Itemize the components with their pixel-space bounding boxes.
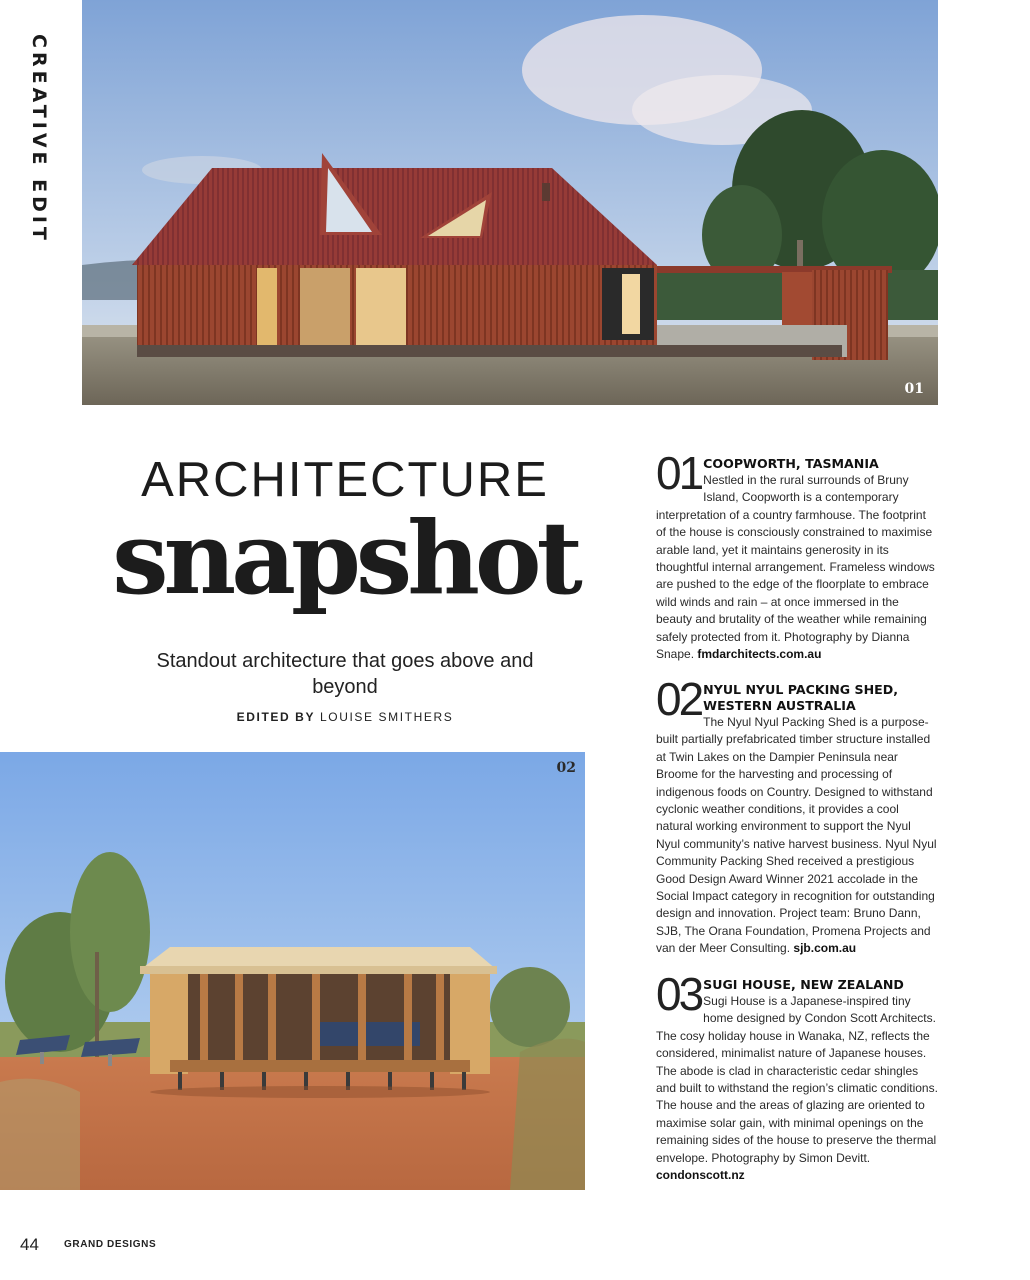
photo-number: 02 — [556, 760, 576, 776]
photo-nyul-nyul — [0, 752, 585, 1190]
article-nyul-nyul — [656, 673, 938, 958]
byline — [140, 710, 550, 724]
page-number: 44 — [20, 1235, 39, 1254]
photo-number: 01 — [904, 381, 924, 397]
byline-name: LOUISE SMITHERS — [320, 710, 454, 724]
article-link[interactable]: sjb.com.au — [793, 941, 857, 956]
packing-shed-illustration — [0, 752, 585, 1190]
article-number: 03 — [656, 968, 702, 1020]
article-number: 01 — [656, 447, 702, 499]
article-heading: SUGI HOUSE, NEW ZEALAND — [703, 977, 904, 992]
title-line-1: ARCHITECTURE — [141, 453, 549, 507]
article-coopworth — [656, 447, 938, 663]
article-body: Nestled in the rural surrounds of Bruny Island, Coopworth is a contemporary interpretation of a country farmhouse. The footprint of the house is consciously constrained to maximise arable land, yet it maintains generosity in its thoughtful internal arrangement. Frameless windows are pushed to the edge of the floorplate to embrace wild winds and rain – at once immersed in the beauty and brutality of the weather while remaining safely protected from it. Photography by Dianna Snape. — [656, 473, 935, 662]
photo-coopworth — [82, 0, 938, 405]
article-number: 02 — [656, 673, 702, 725]
article-body: Sugi House is a Japanese-inspired tiny home designed by Condon Scott Architects. The cosy holiday house in Wanaka, NZ, reflects the considered, minimalist nature of Japanese houses. The abode is clad in characteristic cedar shingles and built to withstand the region’s climatic conditions. The house and the areas of glazing are oriented to maximise solar gain, with minimal openings on the remaining sides of the house to preserve the thermal envelope. Photography by Simon Devitt. — [656, 994, 938, 1165]
standfirst: Standout architecture that goes above and beyond — [156, 650, 534, 698]
magazine-name: GRAND DESIGNS — [64, 1239, 157, 1250]
section-label: CREATIVE EDIT — [28, 34, 50, 244]
article-sugi-house — [656, 968, 938, 1184]
coopworth-house-illustration — [82, 0, 938, 405]
article-link[interactable]: fmdarchitects.com.au — [697, 647, 822, 662]
article-heading: NYUL NYUL PACKING SHED, WESTERN AUSTRALIA — [703, 682, 898, 713]
article-body: The Nyul Nyul Packing Shed is a purpose-built partially prefabricated timber structure installed at Twin Lakes on the Dampier Peninsula near Broome for the harvesting and processing of indigenous foods on Country. Designed to withstand cyclonic weather conditions, it provides a cool natural working environment to support the Nyul Nyul community’s native harvest business. Nyul Nyul Community Packing Shed received a prestigious Good Design Award Winner 2021 accolade in the Social Impact category in recognition for outstanding design and innovation. Project team: Bruno Dann, SJB, The Orana Foundation, Promena Projects and van der Meer Consulting. — [656, 715, 937, 956]
title-line-2: snapshot — [112, 499, 578, 617]
byline-label: EDITED BY — [236, 710, 316, 724]
article-heading: COOPWORTH, TASMANIA — [703, 456, 879, 471]
article-link[interactable]: condonscott.nz — [656, 1168, 745, 1183]
